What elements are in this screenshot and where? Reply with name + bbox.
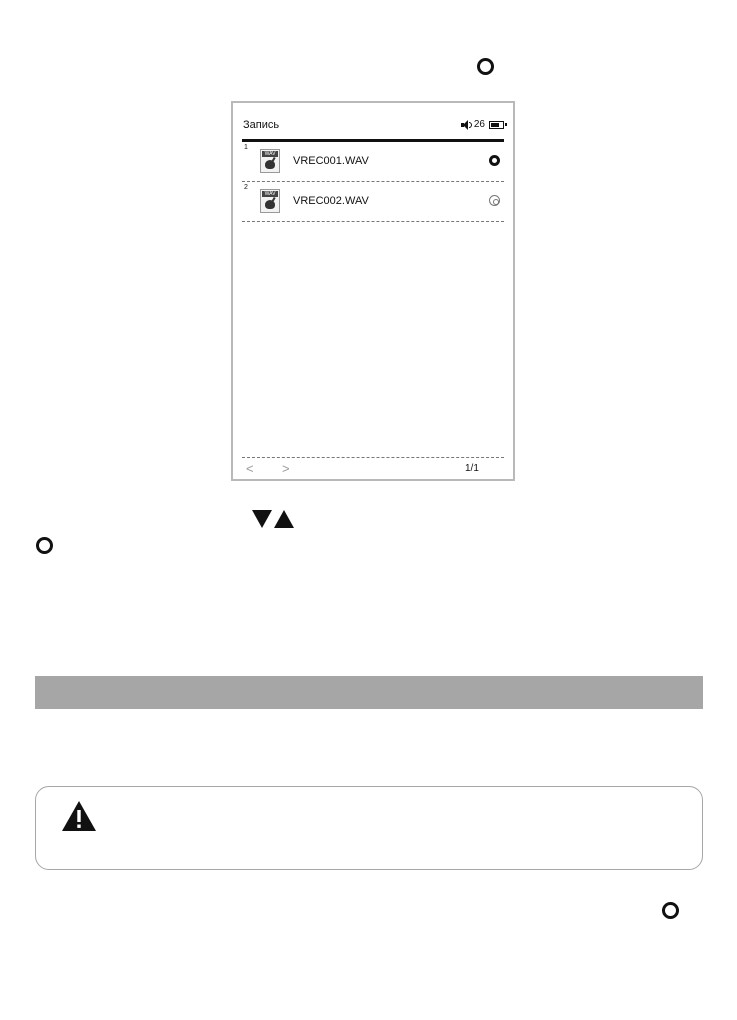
ok-button-icon xyxy=(477,58,494,75)
page-indicator: 1/1 xyxy=(465,463,479,474)
status-indicators xyxy=(461,119,504,130)
file-type-tag: WAV xyxy=(262,191,278,197)
volume-level: 26 xyxy=(473,119,485,130)
list-item[interactable] xyxy=(242,182,504,222)
unselected-radio-icon[interactable] xyxy=(489,195,500,206)
next-page-button[interactable]: > xyxy=(282,461,290,476)
warning-triangle-icon xyxy=(61,800,97,832)
battery-icon xyxy=(489,121,504,129)
triangle-up-icon xyxy=(274,510,294,528)
section-heading-bar xyxy=(35,676,703,709)
file-type-tag: WAV xyxy=(262,151,278,157)
row-number: 1 xyxy=(244,144,248,151)
ok-button-icon xyxy=(36,537,53,554)
file-name: VREC001.WAV xyxy=(293,155,369,167)
speaker-icon xyxy=(461,120,472,130)
warning-box xyxy=(35,786,703,870)
prev-page-button[interactable]: < xyxy=(246,461,254,476)
wav-file-icon xyxy=(260,189,280,213)
arrow-keys xyxy=(252,510,294,528)
screen-footer xyxy=(242,457,504,478)
wav-file-icon xyxy=(260,149,280,173)
file-list xyxy=(242,142,504,222)
triangle-down-icon xyxy=(252,510,272,528)
row-number: 2 xyxy=(244,184,248,191)
status-bar xyxy=(242,117,504,142)
file-name: VREC002.WAV xyxy=(293,195,369,207)
device-screenshot xyxy=(231,101,515,481)
ok-button-icon xyxy=(662,902,679,919)
screen-title: Запись xyxy=(243,119,280,131)
list-item[interactable] xyxy=(242,142,504,182)
selected-radio-icon[interactable] xyxy=(489,155,500,166)
